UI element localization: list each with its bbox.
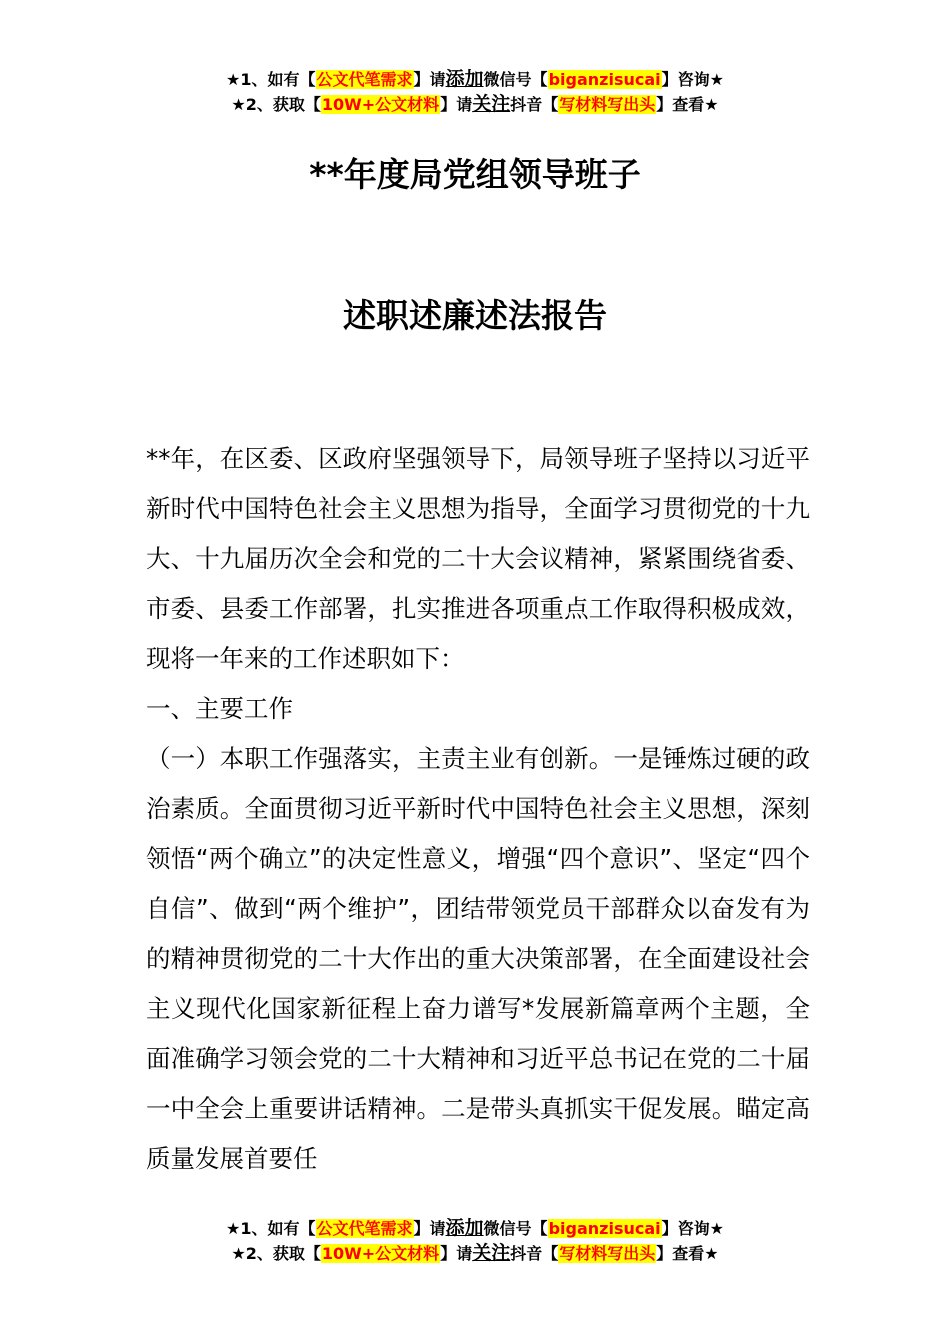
document-body	[146, 434, 810, 1184]
promo-emphasis: 添加	[445, 68, 484, 90]
document-title-line-2: 述职述廉述法报告	[343, 296, 607, 335]
promo-emphasis: 关注	[472, 1242, 511, 1264]
promo-text: ★1、如有【	[226, 70, 316, 89]
promo-banner-bottom	[0, 1216, 950, 1266]
promo-text: 微信号【	[483, 70, 548, 89]
promo-highlight: 公文代笔需求	[316, 70, 413, 89]
promo-douyin-name: 写材料写出头	[559, 1244, 656, 1263]
promo-text: 】查看★	[656, 95, 719, 114]
section-heading: 一、主要工作	[146, 694, 293, 723]
promo-text: ★1、如有【	[226, 1219, 316, 1238]
promo-text: ★2、获取【	[231, 1244, 321, 1263]
promo-line-1	[0, 1216, 950, 1241]
promo-text: 】请	[440, 95, 473, 114]
document-title-line-1: **年度局党组领导班子	[309, 155, 641, 194]
promo-banner-top	[0, 67, 950, 117]
promo-text: 】请	[413, 70, 446, 89]
intro-paragraph: **年，在区委、区政府坚强领导下，局领导班子坚持以习近平新时代中国特色社会主义思想为指导，全面学习贯彻党的十九大、十九届历次全会和党的二十大会议精神，紧紧围绕省委、市委、县委工作部署，扎实推进各项重点工作取得积极成效，现将一年来的工作述职如下：	[146, 444, 810, 673]
promo-text: 抖音【	[510, 1244, 559, 1263]
promo-text: 】查看★	[656, 1244, 719, 1263]
promo-emphasis: 关注	[472, 93, 511, 115]
promo-text: 】请	[413, 1219, 446, 1238]
body-paragraph: （一）本职工作强落实，主责主业有创新。一是锤炼过硬的政治素质。全面贯彻习近平新时代中国特色社会主义思想，深刻领悟“两个确立”的决定性意义，增强“四个意识”、坚定“四个自信”、做到“两个维护”，团结带领党员干部群众以奋发有为的精神贯彻党的二十大作出的重大决策部署，在全面建设社会主义现代化国家新征程上奋力谱写*发展新篇章两个主题，全面准确学习领会党的二十大精神和习近平总书记在党的二十届一中全会上重要讲话精神。二是带头真抓实干促发展。瞄定高质量发展首要任	[146, 744, 810, 1173]
promo-text: 】咨询★	[661, 70, 724, 89]
promo-emphasis: 添加	[445, 1217, 484, 1239]
promo-wechat-id: biganzisucai	[548, 70, 661, 89]
promo-line-2	[0, 1241, 950, 1266]
promo-line-2	[0, 92, 950, 117]
promo-highlight: 10W+公文材料	[321, 95, 440, 114]
promo-text: ★2、获取【	[231, 95, 321, 114]
promo-text: 】请	[440, 1244, 473, 1263]
promo-highlight: 公文代笔需求	[316, 1219, 413, 1238]
promo-douyin-name: 写材料写出头	[559, 95, 656, 114]
promo-text: 微信号【	[483, 1219, 548, 1238]
promo-wechat-id: biganzisucai	[548, 1219, 661, 1238]
promo-text: 抖音【	[510, 95, 559, 114]
promo-text: 】咨询★	[661, 1219, 724, 1238]
promo-highlight: 10W+公文材料	[321, 1244, 440, 1263]
promo-line-1	[0, 67, 950, 92]
